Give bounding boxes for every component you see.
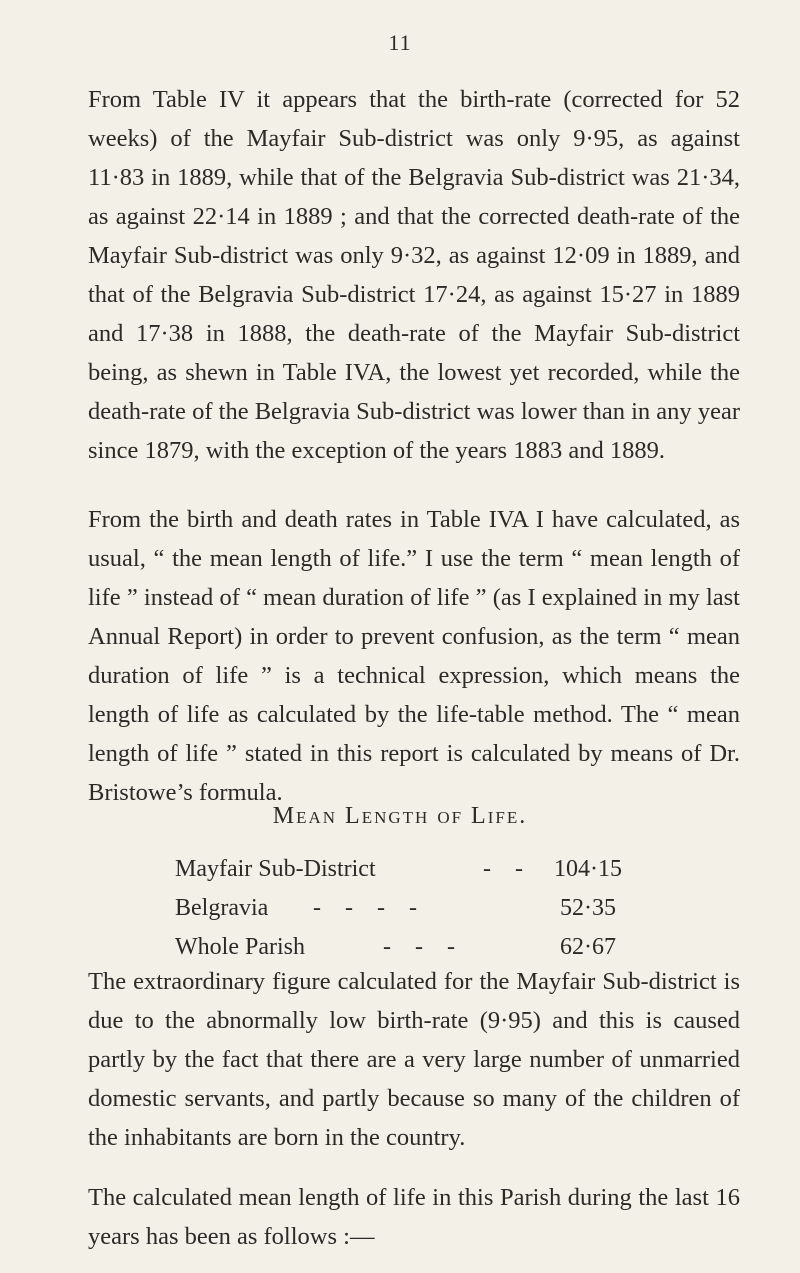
row-value: 104·15	[554, 856, 622, 882]
table-row	[175, 850, 643, 889]
row-value: 52·35	[560, 895, 616, 921]
leader-dashes: - - - -	[313, 895, 417, 921]
paragraph-mayfair-explanation: The extraordinary figure calculated for the Mayfair Sub-district is due to the abnormally low birth-rate (9·95) and this is caused partly by the fact that there are a very large number of unmarried domestic servants, and partly because so many of the children of the inhabitants are born in the country.	[88, 968, 740, 1151]
mean-length-table	[175, 850, 643, 967]
row-leader	[313, 889, 533, 928]
leader-dashes: - - -	[383, 934, 455, 960]
row-label: Whole Parish	[175, 934, 305, 960]
table-row	[175, 889, 643, 928]
row-value: 62·67	[560, 934, 616, 960]
mean-length-heading: Mean Length of Life.	[272, 803, 528, 829]
row-label: Belgravia	[175, 895, 269, 921]
paragraph-sixteen-years: The calculated mean length of life in this Parish during the last 16 years has been as follows :—	[88, 1184, 740, 1250]
row-label: Mayfair Sub-District	[175, 856, 376, 882]
page-number: 11	[388, 30, 412, 55]
paragraph-mean-length-explanation: From the birth and death rates in Table IVA I have calculated, as usual, “ the mean length of life.” I use the term “ mean length of life ” instead of “ mean duration of life ” (as I explained in my last Annual Report) in order to prevent confusion, as the term “ mean duration of life ” is a technical expression, which means the length of life as calculated by the life-table method. The “ mean length of life ” stated in this report is calculated by means of Dr. Bristowe’s formula.	[88, 506, 740, 806]
row-leader	[423, 850, 533, 889]
leader-dashes: - -	[483, 856, 523, 882]
paragraph-birth-death-rates: From Table IV it appears that the birth-rate (corrected for 52 weeks) of the Mayfair Sub-district was only 9·95, as against 11·83 in 1889, while that of the Belgravia Sub-district was 21·34, as against 22·14 in 1889 ; and that the corrected death-rate of the Mayfair Sub-district was only 9·32, as against 12·09 in 1889, and that of the Belgravia Sub-district 17·24, as against 15·27 in 1889 and 17·38 in 1888, the death-rate of the Mayfair Sub-district being, as shewn in Table IVA, the lowest yet recorded, while the death-rate of the Belgravia Sub-district was lower than in any year since 1879, with the exception of the years 1883 and 1889.	[88, 86, 740, 464]
